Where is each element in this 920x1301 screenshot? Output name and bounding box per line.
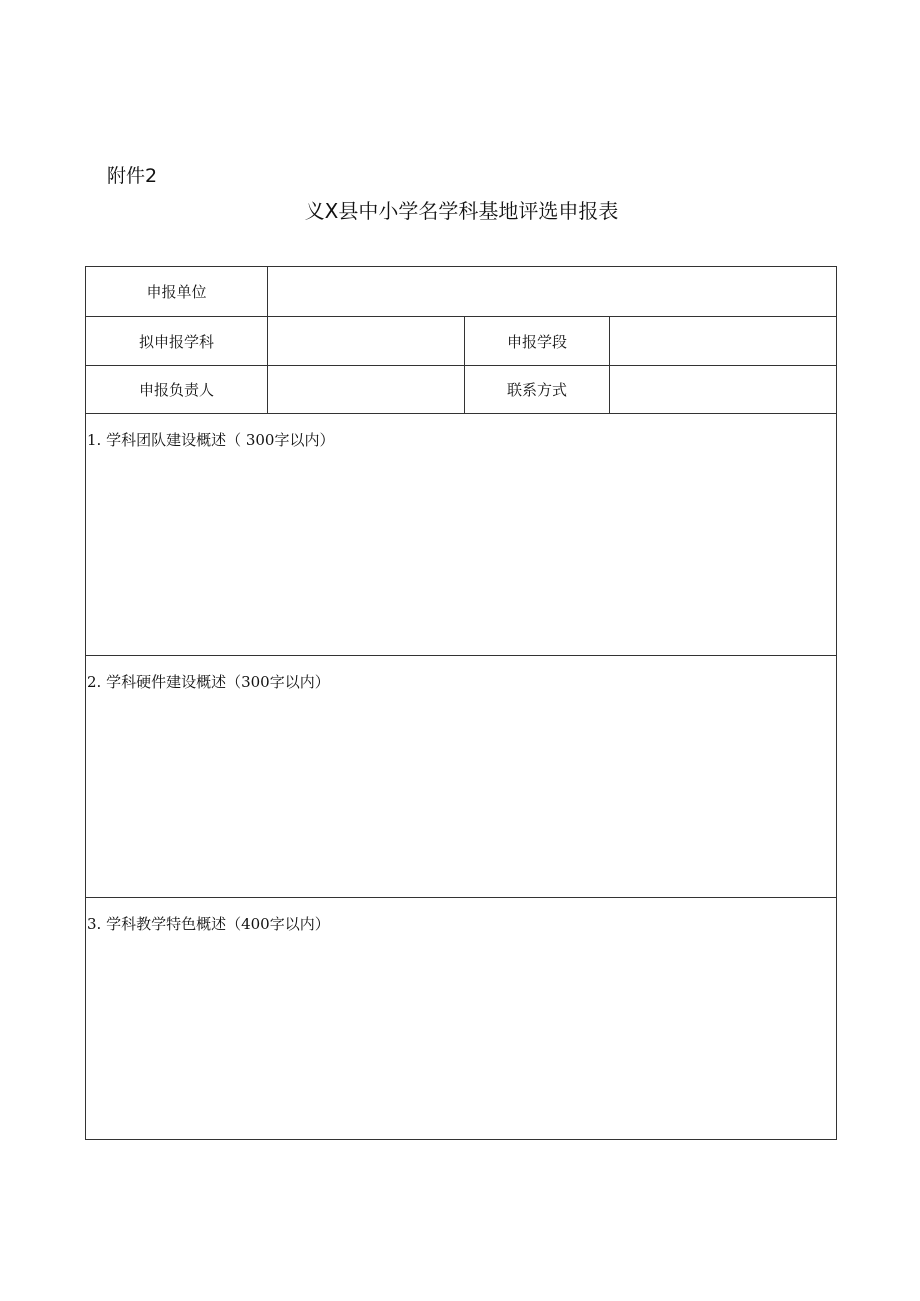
contact-label: 联系方式	[465, 366, 610, 414]
section-team	[86, 414, 837, 656]
section-team-field[interactable]	[86, 414, 837, 656]
section-hardware	[86, 656, 837, 898]
form-row-leader	[86, 366, 837, 414]
leader-field[interactable]	[268, 366, 465, 414]
section-teaching	[86, 898, 837, 1140]
section-teaching-title: 3. 学科教学特色概述（400字以内）	[87, 915, 330, 933]
section-teaching-field[interactable]	[86, 898, 837, 1140]
section-team-title: 1. 学科团队建设概述（ 300字以内）	[87, 431, 335, 449]
stage-label: 申报学段	[465, 317, 610, 366]
unit-field[interactable]	[268, 267, 837, 317]
subject-label: 拟申报学科	[86, 317, 268, 366]
form-row-subject	[86, 317, 837, 366]
unit-label: 申报单位	[86, 267, 268, 317]
section-hardware-field[interactable]	[86, 656, 837, 898]
leader-label: 申报负责人	[86, 366, 268, 414]
form-row-unit	[86, 267, 837, 317]
subject-field[interactable]	[268, 317, 465, 366]
attachment-label: 附件2	[107, 165, 158, 187]
page-title: 义X县中小学名学科基地评选申报表	[304, 199, 619, 223]
application-form-table	[85, 266, 837, 1140]
section-hardware-title: 2. 学科硬件建设概述（300字以内）	[87, 673, 330, 691]
contact-field[interactable]	[610, 366, 837, 414]
stage-field[interactable]	[610, 317, 837, 366]
